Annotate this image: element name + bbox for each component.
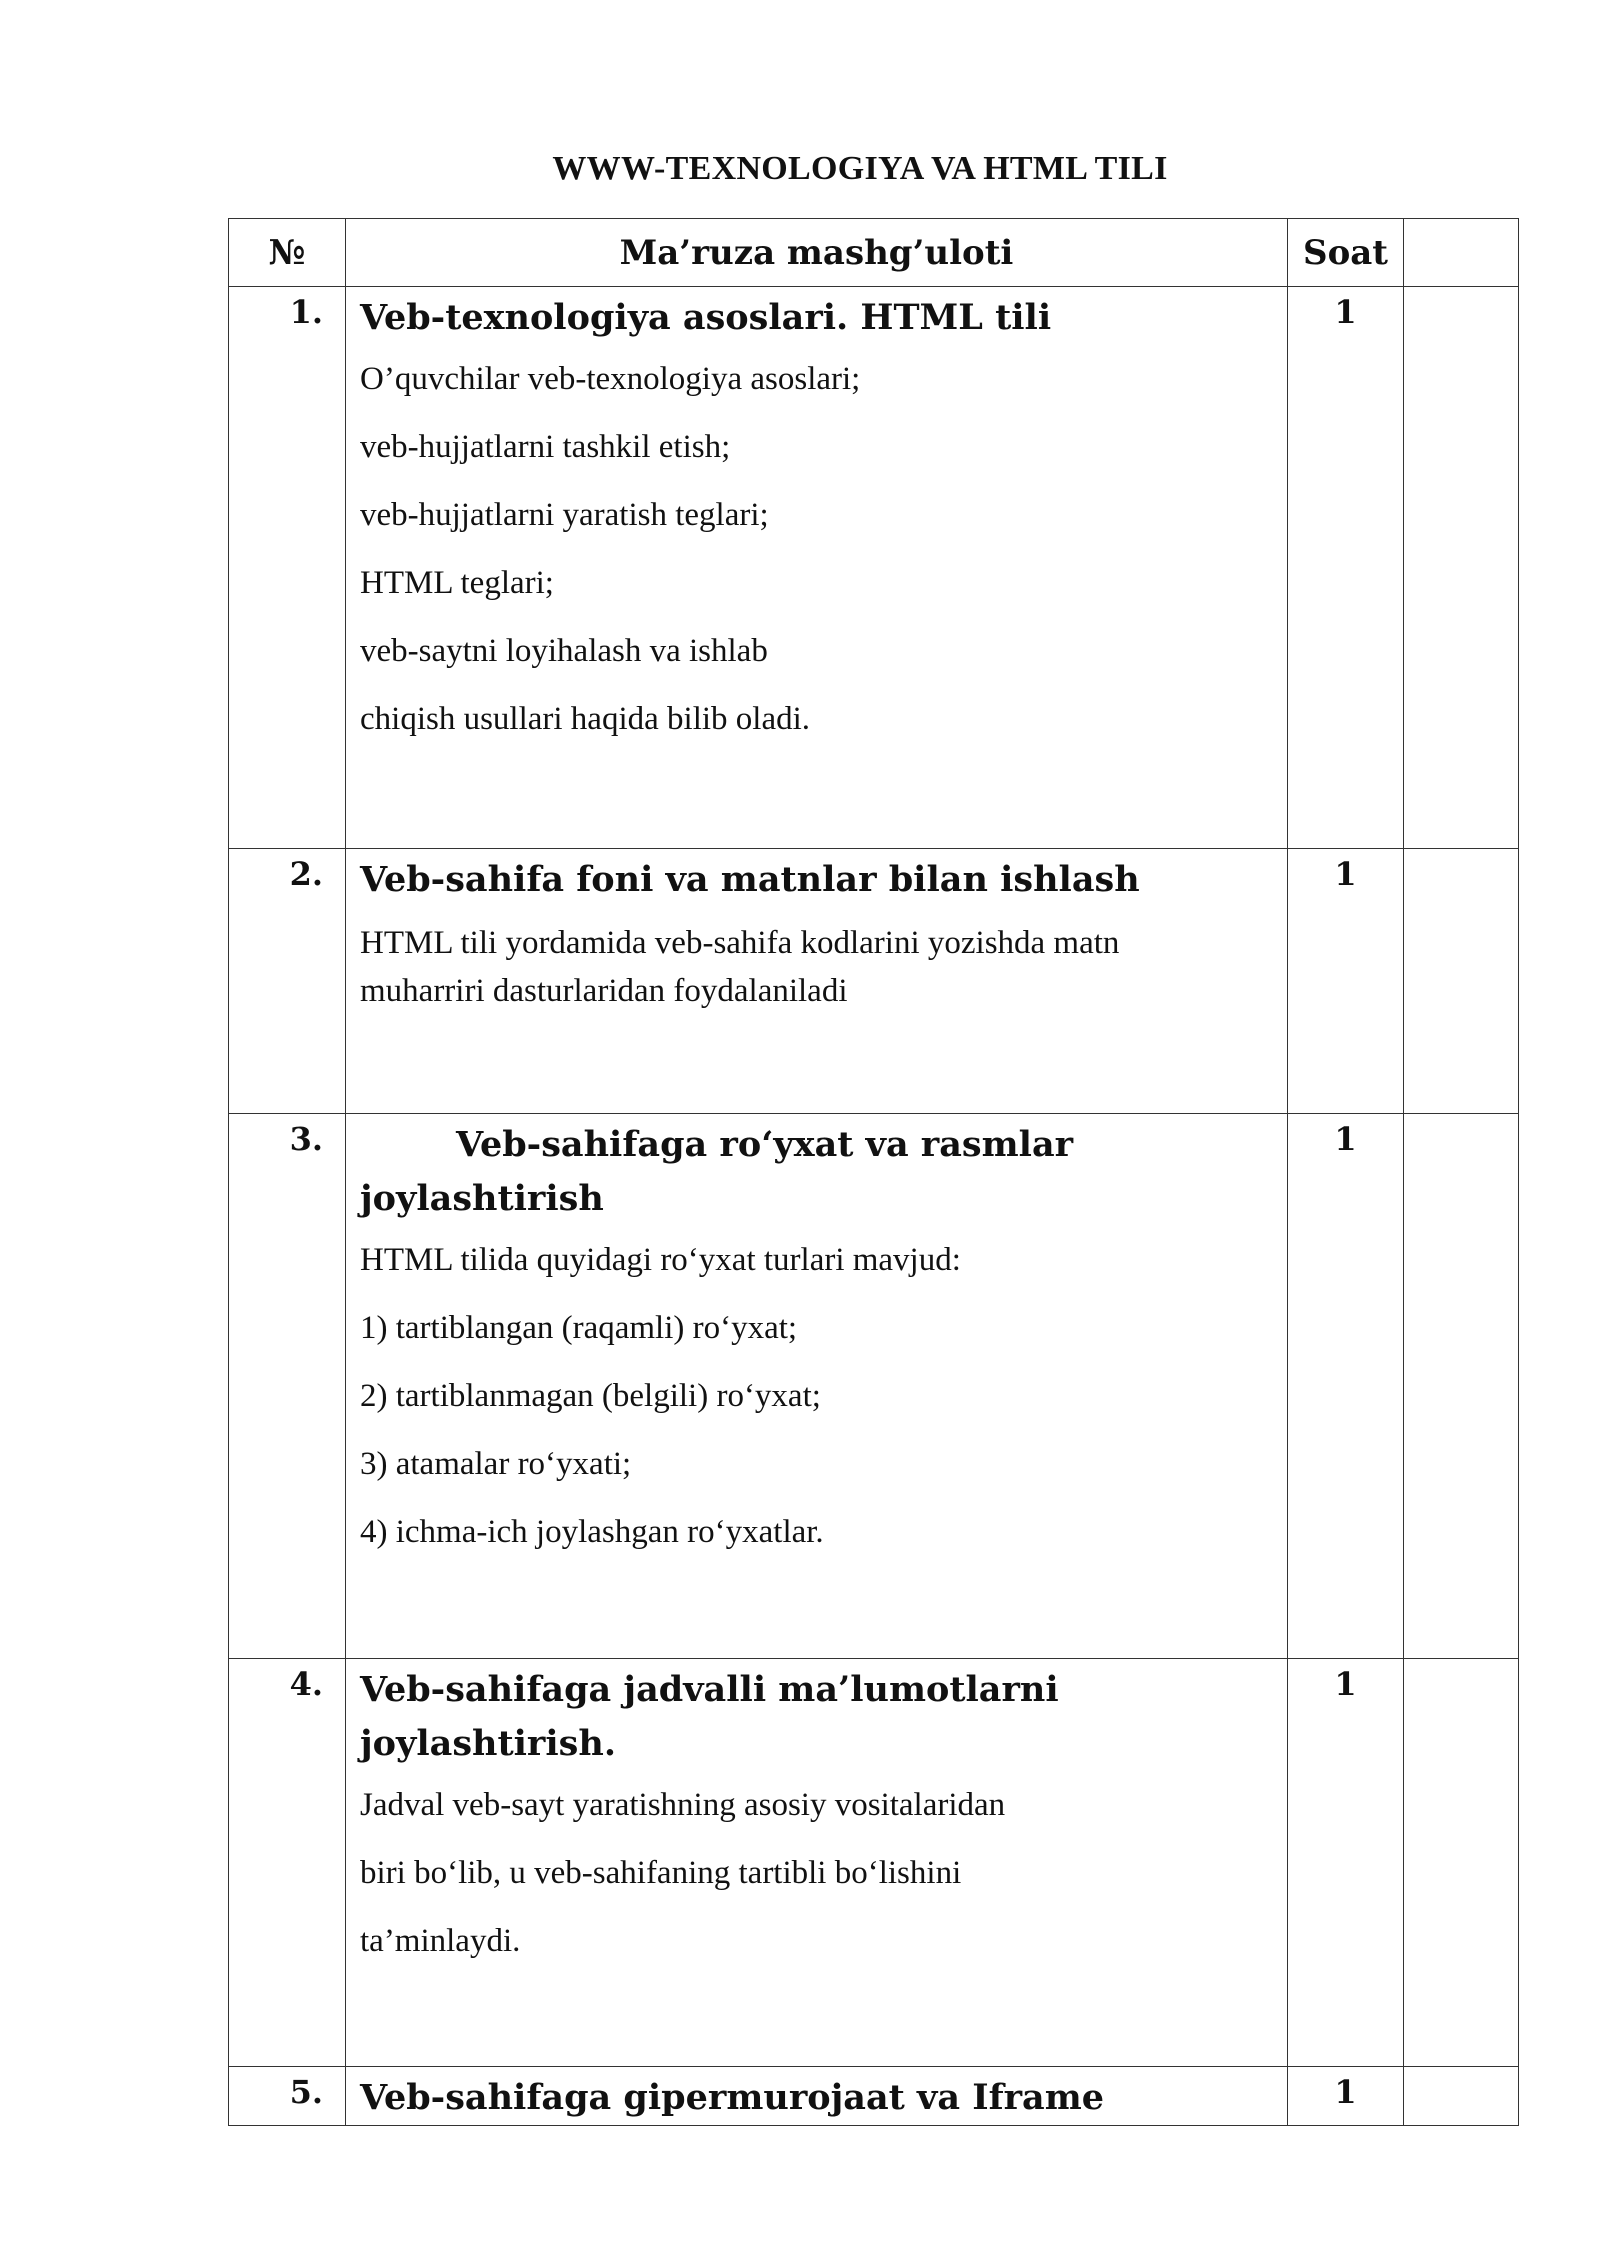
header-extra [1404, 219, 1519, 287]
description-line: biri bo‘lib, u veb-sahifaning tartibli bo‘lishini [360, 1855, 962, 1891]
table-row [229, 1114, 1519, 1659]
lecture-title: Veb-sahifaga gipermurojaat va Iframe [360, 2077, 1105, 2118]
description-line: 3) atamalar ro‘yxati; [360, 1446, 632, 1482]
description-line: 4) ichma-ich joylashgan ro‘yxatlar. [360, 1514, 824, 1550]
row-extra-cell [1404, 2067, 1519, 2126]
lecture-title: Veb-sahifa foni va matnlar bilan ishlash [360, 859, 1140, 900]
lecture-topic-cell [346, 849, 1288, 1114]
lecture-topic-cell [346, 287, 1288, 849]
description-line: 1) tartiblangan (raqamli) ro‘yxat; [360, 1310, 798, 1346]
row-number: 2. [229, 849, 346, 1114]
lecture-title: Veb-sahifaga jadvalli ma’lumotlarni joylashtirish. [360, 1669, 1059, 1764]
row-number: 1. [229, 287, 346, 849]
description-line: 2) tartiblanmagan (belgili) ro‘yxat; [360, 1378, 821, 1414]
lecture-topic-cell [346, 1114, 1288, 1659]
description-line: HTML tilida quyidagi ro‘yxat turlari mavjud: [360, 1242, 961, 1278]
row-extra-cell [1404, 1659, 1519, 2067]
lecture-description [360, 1771, 1277, 1975]
curriculum-table [228, 218, 1519, 2126]
table-row [229, 849, 1519, 1114]
row-extra-cell [1404, 287, 1519, 849]
description-line: Jadval veb-sayt yaratishning asosiy vositalaridan [360, 1787, 1006, 1823]
description-line: HTML teglari; [360, 565, 554, 601]
description-line: ta’minlaydi. [360, 1923, 521, 1959]
row-number: 3. [229, 1114, 346, 1659]
row-hours: 1 [1288, 849, 1404, 1114]
row-number: 4. [229, 1659, 346, 2067]
lecture-title: Veb-sahifaga ro‘yxat va rasmlar joylashtirish [360, 1124, 1074, 1219]
row-extra-cell [1404, 1114, 1519, 1659]
lecture-description [360, 345, 1277, 753]
row-hours: 1 [1288, 1659, 1404, 2067]
table-row [229, 2067, 1519, 2126]
lecture-topic-cell [346, 1659, 1288, 2067]
description-line: veb-hujjatlarni yaratish teglari; [360, 497, 769, 533]
description-line: veb-saytni loyihalash va ishlab [360, 633, 768, 669]
lecture-description [360, 1226, 1277, 1566]
header-number: № [229, 219, 346, 287]
description-line: veb-hujjatlarni tashkil etish; [360, 429, 731, 465]
header-hours: Soat [1288, 219, 1404, 287]
row-hours: 1 [1288, 287, 1404, 849]
row-number: 5. [229, 2067, 346, 2126]
lecture-description [360, 919, 1277, 1015]
description-line: HTML tili yordamida veb-sahifa kodlarini yozishda matn [360, 925, 1120, 961]
description-line: chiqish usullari haqida bilib oladi. [360, 701, 811, 737]
table-row [229, 287, 1519, 849]
lecture-title: Veb-texnologiya asoslari. HTML tili [360, 297, 1052, 338]
table-row [229, 1659, 1519, 2067]
row-hours: 1 [1288, 2067, 1404, 2126]
description-line: O’quvchilar veb-texnologiya asoslari; [360, 361, 861, 397]
lecture-topic-cell [346, 2067, 1288, 2126]
document-title: WWW-TEXNOLOGIYA VA HTML TILI [552, 150, 1168, 187]
table-header-row [229, 219, 1519, 287]
row-hours: 1 [1288, 1114, 1404, 1659]
header-lecture: Ma’ruza mashg’uloti [346, 219, 1288, 287]
description-line: muharriri dasturlaridan foydalaniladi [360, 973, 848, 1009]
row-extra-cell [1404, 849, 1519, 1114]
